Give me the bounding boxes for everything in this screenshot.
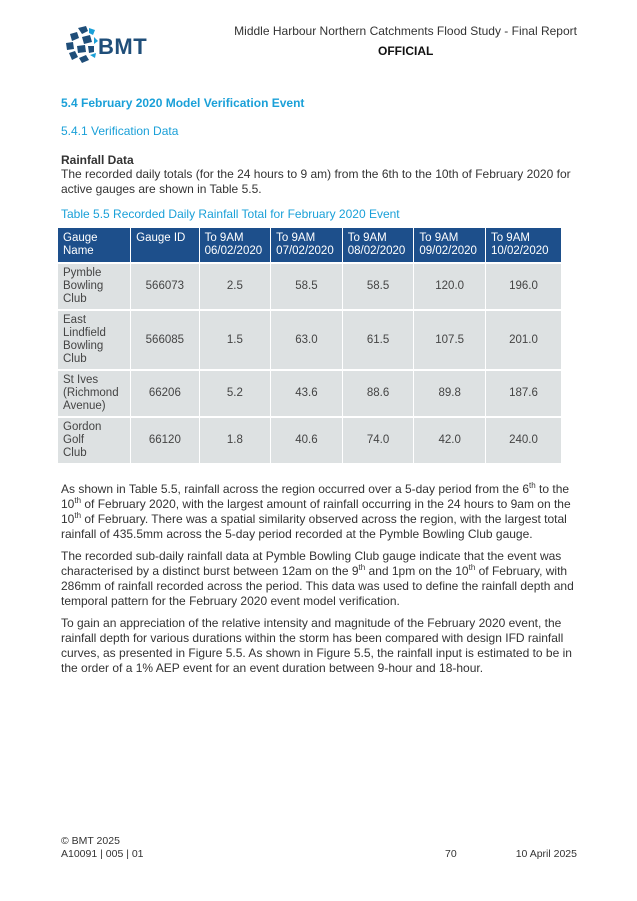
rainfall-cell: 1.8: [199, 417, 271, 463]
header-gauge-name: Gauge Name: [58, 228, 131, 263]
rainfall-summary-paragraph: As shown in Table 5.5, rainfall across the region occurred over a 5-day period from the 6th to the 10th of February 2020, with the largest amount of rainfall occurring in the 24 hours to 9am on the 10th of February. There was a spatial similarity observed across the region, with the largest total rainfall of 435.5mm across the 5-day period recorded at the Pymble Bowling Club gauge.: [61, 481, 571, 541]
report-title: Middle Harbour Northern Catchments Flood Study - Final Report: [234, 24, 577, 38]
rainfall-cell: 1.5: [199, 310, 271, 370]
rainfall-cell: 196.0: [485, 263, 561, 310]
subsection-heading: 5.4.1 Verification Data: [61, 124, 179, 138]
rainfall-cell: 5.2: [199, 370, 271, 417]
table-row: [58, 417, 561, 463]
rainfall-cell: 240.0: [485, 417, 561, 463]
table-row: [58, 310, 561, 370]
classification-label: OFFICIAL: [378, 44, 434, 58]
rainfall-cell: 89.8: [414, 370, 486, 417]
footer-copyright: © BMT 2025: [61, 835, 120, 847]
rainfall-cell: 201.0: [485, 310, 561, 370]
rainfall-cell: 187.6: [485, 370, 561, 417]
logo-text: BMT: [98, 34, 148, 59]
rainfall-cell: 120.0: [414, 263, 486, 310]
gauge-id-cell: 566085: [131, 310, 199, 370]
gauge-name-cell: East Lindfield Bowling Club: [58, 310, 131, 370]
header-gauge-id: Gauge ID: [131, 228, 199, 263]
rainfall-data-heading: Rainfall Data: [61, 153, 134, 167]
table-header-row: [58, 228, 561, 263]
table-row: [58, 263, 561, 310]
rainfall-cell: 61.5: [342, 310, 414, 370]
gauge-name-cell: Pymble Bowling Club: [58, 263, 131, 310]
rainfall-cell: 2.5: [199, 263, 271, 310]
header-date-3: To 9AM 08/02/2020: [342, 228, 414, 263]
rainfall-cell: 42.0: [414, 417, 486, 463]
rainfall-cell: 40.6: [271, 417, 343, 463]
sub-daily-paragraph: The recorded sub-daily rainfall data at Pymble Bowling Club gauge indicate that the event was characterised by a distinct burst between 12am on the 9th and 1pm on the 10th of February, with 286mm of rainfall recorded across the period. This data was used to define the rainfall depth and temporal pattern for the February 2020 event model verification.: [61, 549, 574, 608]
page-number: 70: [445, 848, 457, 860]
footer-doc-ref: A10091 | 005 | 01: [61, 848, 144, 860]
footer-date: 10 April 2025: [515, 848, 577, 860]
rainfall-cell: 43.6: [271, 370, 343, 417]
rainfall-cell: 63.0: [271, 310, 343, 370]
gauge-id-cell: 566073: [131, 263, 199, 310]
header-date-1: To 9AM 06/02/2020: [199, 228, 271, 263]
gauge-name-cell: St Ives (Richmond Avenue): [58, 370, 131, 417]
intro-paragraph: The recorded daily totals (for the 24 hours to 9 am) from the 6th to the 10th of February 2020 for active gauges are shown in Table 5.5.: [61, 167, 571, 196]
header-date-4: To 9AM 09/02/2020: [414, 228, 486, 263]
footer-left: [61, 835, 144, 861]
header-date-5: To 9AM 10/02/2020: [485, 228, 561, 263]
table-row: [58, 370, 561, 417]
table-caption: Table 5.5 Recorded Daily Rainfall Total for February 2020 Event: [61, 207, 400, 221]
gauge-id-cell: 66120: [131, 417, 199, 463]
gauge-name-cell: Gordon Golf Club: [58, 417, 131, 463]
rainfall-cell: 58.5: [271, 263, 343, 310]
ifd-comparison-paragraph: To gain an appreciation of the relative intensity and magnitude of the February 2020 event, the rainfall depth for various durations within the storm has been compared with design IFD rainfall curves, as presented in Figure 5.5. As shown in Figure 5.5, the rainfall input is estimated to be in the order of a 1% AEP event for an event duration between 9-hour and 18-hour.: [61, 616, 572, 675]
rainfall-cell: 107.5: [414, 310, 486, 370]
header-date-2: To 9AM 07/02/2020: [271, 228, 343, 263]
gauge-id-cell: 66206: [131, 370, 199, 417]
rainfall-cell: 74.0: [342, 417, 414, 463]
rainfall-cell: 88.6: [342, 370, 414, 417]
rainfall-cell: 58.5: [342, 263, 414, 310]
section-heading: 5.4 February 2020 Model Verification Event: [61, 96, 305, 110]
rainfall-table: [58, 228, 561, 463]
